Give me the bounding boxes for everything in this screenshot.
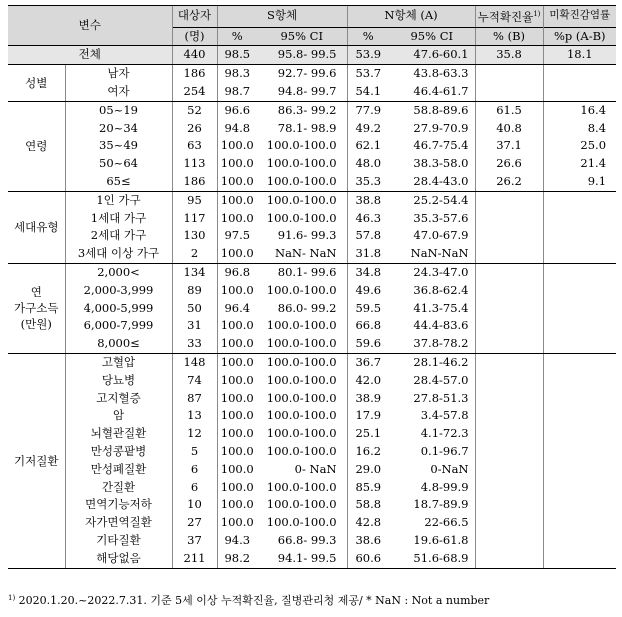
row-n-ci: 28.4-43.0	[389, 173, 475, 191]
header-cum-sub: % (B)	[475, 27, 543, 46]
row-undiag	[543, 353, 616, 371]
row-n-ci: 18.7-89.9	[413, 497, 469, 512]
row-s-pct: 98.2	[217, 550, 257, 568]
row-s-pct: 100.0	[217, 245, 257, 263]
table-row	[8, 550, 616, 568]
row-cum	[475, 461, 543, 479]
row-s-pct: 100.0	[217, 191, 257, 209]
row-n-pct: 31.8	[347, 245, 389, 263]
row-n: 186	[172, 173, 217, 191]
table-row	[8, 300, 616, 318]
row-label: 암	[65, 407, 172, 425]
row-s-ci: 100.0-100.0	[266, 390, 337, 405]
row-n-pct: 38.6	[347, 532, 389, 550]
row-n-pct: 59.6	[347, 335, 389, 353]
row-cum	[475, 227, 543, 245]
total-label: 전체	[8, 46, 172, 65]
row-undiag	[543, 191, 616, 209]
row-n-pct: 59.5	[347, 300, 389, 318]
row-n-pct: 58.8	[347, 496, 389, 514]
table-row	[8, 407, 616, 425]
row-undiag	[543, 263, 616, 281]
row-s-pct: 100.0	[217, 155, 257, 173]
row-cum	[475, 317, 543, 335]
row-n: 95	[172, 191, 217, 209]
row-label: 65≤	[65, 173, 172, 191]
row-label: 05~19	[65, 101, 172, 119]
row-undiag	[543, 532, 616, 550]
row-label: 4,000-5,999	[65, 300, 172, 318]
table-row	[8, 245, 616, 263]
row-n: 27	[172, 514, 217, 532]
row-n-pct: 48.0	[347, 155, 389, 173]
row-label: 1인 가구	[65, 191, 172, 209]
row-n: 6	[172, 479, 217, 497]
row-n-pct: 25.1	[347, 425, 389, 443]
row-cum	[475, 83, 543, 101]
row-s-ci: 100.0-100.0	[266, 408, 337, 423]
row-cum	[475, 335, 543, 353]
row-s-ci: 100.0-100.0	[266, 282, 337, 297]
row-cum	[475, 191, 543, 209]
row-s-pct: 100.0	[217, 173, 257, 191]
row-undiag	[543, 300, 616, 318]
row-cum	[475, 514, 543, 532]
total-undiag: 18.1	[543, 46, 616, 65]
table-row	[8, 425, 616, 443]
row-s-ci: 100.0-100.0	[266, 479, 337, 494]
row-n-pct: 49.2	[347, 120, 389, 138]
header-subjects: 대상자	[172, 6, 217, 28]
row-undiag	[543, 407, 616, 425]
row-n: 89	[172, 282, 217, 300]
row-n-pct: 53.7	[347, 65, 389, 83]
row-n: 31	[172, 317, 217, 335]
row-label: 2,000-3,999	[65, 282, 172, 300]
total-s-pct: 98.5	[217, 46, 257, 65]
row-cum	[475, 65, 543, 83]
row-n-pct: 36.7	[347, 353, 389, 371]
row-n-pct: 60.6	[347, 550, 389, 568]
row-cum: 40.8	[475, 120, 543, 138]
table-row	[8, 461, 616, 479]
row-s-ci: 100.0-100.0	[257, 173, 347, 191]
row-s-ci: 100.0-100.0	[266, 156, 337, 171]
header-n-antibody: N항체 (A)	[347, 6, 475, 28]
row-cum	[475, 425, 543, 443]
row-n: 87	[172, 390, 217, 408]
row-s-pct: 100.0	[217, 353, 257, 371]
row-n-ci: 28.1-46.2	[413, 354, 469, 369]
row-n-ci: 24.3-47.0	[413, 264, 469, 279]
table-row	[8, 353, 616, 371]
row-cum	[475, 479, 543, 497]
row-undiag	[543, 335, 616, 353]
row-cum: 37.1	[475, 137, 543, 155]
row-n-pct: 38.9	[347, 390, 389, 408]
header-s-antibody: S항체	[217, 6, 347, 28]
row-s-ci: 100.0-100.0	[266, 497, 337, 512]
row-cum: 26.2	[475, 173, 543, 191]
row-undiag	[543, 479, 616, 497]
table-row	[8, 227, 616, 245]
row-n-ci: 4.8-99.9	[420, 479, 469, 494]
row-cum: 61.5	[475, 101, 543, 119]
row-undiag	[543, 210, 616, 228]
row-undiag	[543, 461, 616, 479]
row-s-ci: 92.7- 99.6	[277, 66, 337, 81]
row-s-ci: 100.0-100.0	[266, 426, 337, 441]
row-n: 148	[172, 353, 217, 371]
row-n: 6	[172, 461, 217, 479]
row-label: 여자	[65, 83, 172, 101]
row-label: 8,000≤	[65, 335, 172, 353]
row-n-ci: 0.1-96.7	[420, 443, 469, 458]
row-n-pct: 35.3	[347, 173, 389, 191]
table-row	[8, 317, 616, 335]
row-n: 186	[172, 65, 217, 83]
row-cum	[475, 496, 543, 514]
row-s-pct: 97.5	[217, 227, 257, 245]
group-label: 기저질환	[8, 353, 65, 568]
row-s-pct: 100.0	[217, 496, 257, 514]
row-n: 254	[172, 83, 217, 101]
row-s-ci: 100.0-100.0	[266, 192, 337, 207]
table-body	[8, 46, 616, 568]
seroprevalence-table	[8, 5, 616, 569]
row-n: 26	[172, 120, 217, 138]
row-n: 13	[172, 407, 217, 425]
row-n-ci: 36.8-62.4	[413, 282, 469, 297]
header-s-ci: 95% CI	[257, 27, 347, 46]
row-n-pct: 42.0	[347, 372, 389, 390]
row-n-ci: 46.7-75.4	[413, 138, 469, 153]
header-n-pct: %	[347, 27, 389, 46]
row-n-ci: 3.4-57.8	[420, 408, 469, 423]
row-n-ci: 46.4-61.7	[389, 83, 475, 101]
row-n-ci: 0-NaN	[430, 461, 469, 476]
row-cum	[475, 390, 543, 408]
row-s-pct: 100.0	[217, 479, 257, 497]
row-cum	[475, 550, 543, 568]
table-row	[8, 191, 616, 209]
row-cum	[475, 532, 543, 550]
row-label: 해당없음	[65, 550, 172, 568]
row-n: 33	[172, 335, 217, 353]
row-n-ci: 51.6-68.9	[389, 550, 475, 568]
row-s-ci: 80.1- 99.6	[277, 264, 337, 279]
row-n: 50	[172, 300, 217, 318]
table-row	[8, 496, 616, 514]
row-n: 117	[172, 210, 217, 228]
row-s-ci: NaN- NaN	[257, 245, 347, 263]
row-label: 6,000-7,999	[65, 317, 172, 335]
row-label: 1세대 가구	[65, 210, 172, 228]
row-n-ci: NaN-NaN	[389, 245, 475, 263]
total-n-ci: 47.6-60.1	[389, 46, 475, 65]
row-undiag: 8.4	[543, 120, 616, 138]
row-n-ci: 44.4-83.6	[413, 318, 469, 333]
table-row	[8, 514, 616, 532]
row-s-ci: 100.0-100.0	[266, 515, 337, 530]
row-undiag	[543, 425, 616, 443]
row-label: 남자	[65, 65, 172, 83]
row-label: 50~64	[65, 155, 172, 173]
row-n-pct: 85.9	[347, 479, 389, 497]
row-n-ci: 22-66.5	[424, 515, 469, 530]
table-row	[8, 155, 616, 173]
row-cum	[475, 210, 543, 228]
row-n-ci: 27.9-70.9	[413, 120, 469, 135]
row-s-ci: 86.3- 99.2	[277, 102, 337, 117]
row-label: 고지혈증	[65, 390, 172, 408]
row-n-ci: 41.3-75.4	[413, 300, 469, 315]
row-label: 만성폐질환	[65, 461, 172, 479]
row-n-pct: 66.8	[347, 317, 389, 335]
row-s-ci: 100.0-100.0	[266, 443, 337, 458]
row-s-ci: 100.0-100.0	[266, 210, 337, 225]
row-s-pct: 100.0	[217, 282, 257, 300]
row-label: 당뇨병	[65, 372, 172, 390]
row-undiag: 9.1	[543, 173, 616, 191]
row-s-ci: 66.8- 99.3	[277, 532, 337, 547]
row-s-ci: 0- NaN	[294, 461, 337, 476]
row-s-pct: 100.0	[217, 425, 257, 443]
row-n: 10	[172, 496, 217, 514]
row-s-ci: 94.1- 99.5	[257, 550, 347, 568]
row-undiag	[543, 443, 616, 461]
row-s-pct: 98.3	[217, 65, 257, 83]
row-s-pct: 100.0	[217, 137, 257, 155]
total-s-ci: 95.8- 99.5	[257, 46, 347, 65]
total-row	[8, 46, 616, 65]
header-cumulative-rate: 누적확진율$^{1)}$	[475, 6, 543, 28]
row-s-pct: 100.0	[217, 461, 257, 479]
row-n-pct: 54.1	[347, 83, 389, 101]
row-cum	[475, 282, 543, 300]
row-undiag	[543, 227, 616, 245]
header-undiag-sub: %p (A-B)	[543, 27, 616, 46]
total-cum: 35.8	[475, 46, 543, 65]
row-s-pct: 94.3	[217, 532, 257, 550]
row-s-ci: 91.6- 99.3	[277, 228, 337, 243]
header-row-1	[8, 6, 616, 28]
row-s-pct: 100.0	[217, 390, 257, 408]
table-row	[8, 263, 616, 281]
row-undiag	[543, 372, 616, 390]
row-label: 면역기능저하	[65, 496, 172, 514]
header-variable: 변수	[8, 6, 172, 46]
footnote: $^{1)}$ 2020.1.20.~2022.7.31. 기준 5세 이상 누적확진율, 질병관리청 제공/ * NaN : Not a number	[8, 594, 490, 607]
row-n: 52	[172, 101, 217, 119]
row-s-pct: 100.0	[217, 335, 257, 353]
row-undiag	[543, 496, 616, 514]
total-n: 440	[172, 46, 217, 65]
row-s-pct: 96.6	[217, 101, 257, 119]
row-n-pct: 62.1	[347, 137, 389, 155]
row-n-ci: 47.0-67.9	[413, 228, 469, 243]
row-n: 37	[172, 532, 217, 550]
row-label: 2세대 가구	[65, 227, 172, 245]
table-row	[8, 443, 616, 461]
row-undiag	[543, 390, 616, 408]
header-s-pct: %	[217, 27, 257, 46]
total-n-pct: 53.9	[347, 46, 389, 65]
row-cum	[475, 407, 543, 425]
row-undiag	[543, 550, 616, 568]
row-cum	[475, 300, 543, 318]
row-undiag	[543, 65, 616, 83]
row-s-ci: 86.0- 99.2	[277, 300, 337, 315]
row-label: 뇌혈관질환	[65, 425, 172, 443]
row-n-pct: 77.9	[347, 101, 389, 119]
row-undiag: 25.0	[543, 137, 616, 155]
row-s-ci: 94.8- 99.7	[257, 83, 347, 101]
row-undiag	[543, 245, 616, 263]
row-label: 35~49	[65, 137, 172, 155]
row-undiag: 16.4	[543, 101, 616, 119]
row-n-ci: 19.6-61.8	[413, 532, 469, 547]
group-label: 성별	[8, 65, 65, 102]
row-n-ci: 43.8-63.3	[413, 66, 469, 81]
header-n-ci: 95% CI	[389, 27, 475, 46]
row-s-pct: 96.8	[217, 263, 257, 281]
table-row	[8, 137, 616, 155]
row-s-ci: 100.0-100.0	[266, 318, 337, 333]
row-s-pct: 100.0	[217, 443, 257, 461]
row-n-pct: 34.8	[347, 263, 389, 281]
row-n-pct: 57.8	[347, 227, 389, 245]
table-row	[8, 173, 616, 191]
table-row	[8, 390, 616, 408]
row-n-ci: 28.4-57.0	[413, 372, 469, 387]
row-cum	[475, 372, 543, 390]
row-label: 2,000<	[65, 263, 172, 281]
row-undiag: 21.4	[543, 155, 616, 173]
row-label: 자가면역질환	[65, 514, 172, 532]
row-label: 만성콩팥병	[65, 443, 172, 461]
row-label: 3세대 이상 가구	[65, 245, 172, 263]
row-undiag	[543, 83, 616, 101]
row-label: 20~34	[65, 120, 172, 138]
row-cum: 26.6	[475, 155, 543, 173]
group-label: 세대유형	[8, 191, 65, 263]
group-label: 연 가구소득 (만원)	[8, 263, 65, 353]
row-n-pct: 46.3	[347, 210, 389, 228]
row-cum	[475, 443, 543, 461]
row-n-pct: 42.8	[347, 514, 389, 532]
row-s-ci: 100.0-100.0	[257, 335, 347, 353]
row-n-pct: 17.9	[347, 407, 389, 425]
row-n: 63	[172, 137, 217, 155]
row-n: 130	[172, 227, 217, 245]
row-s-pct: 94.8	[217, 120, 257, 138]
table-row	[8, 532, 616, 550]
table-row	[8, 83, 616, 101]
row-s-pct: 100.0	[217, 407, 257, 425]
row-label: 기타질환	[65, 532, 172, 550]
row-undiag	[543, 514, 616, 532]
row-label: 간질환	[65, 479, 172, 497]
table-row	[8, 101, 616, 119]
row-n-ci: 37.8-78.2	[389, 335, 475, 353]
row-cum	[475, 353, 543, 371]
header-undiagnosed-rate: 미확진감염률	[543, 6, 616, 28]
table-row	[8, 335, 616, 353]
row-n-ci: 27.8-51.3	[413, 390, 469, 405]
row-n-ci: 35.3-57.6	[413, 210, 469, 225]
row-n: 2	[172, 245, 217, 263]
row-n: 134	[172, 263, 217, 281]
table-row	[8, 282, 616, 300]
header-subjects-unit: (명)	[172, 27, 217, 46]
group-label: 연령	[8, 101, 65, 191]
row-s-pct: 100.0	[217, 372, 257, 390]
row-n: 113	[172, 155, 217, 173]
row-n-pct: 49.6	[347, 282, 389, 300]
row-undiag	[543, 317, 616, 335]
row-s-pct: 96.4	[217, 300, 257, 318]
table-row	[8, 479, 616, 497]
table-row	[8, 65, 616, 83]
row-s-pct: 100.0	[217, 210, 257, 228]
row-n-pct: 29.0	[347, 461, 389, 479]
row-n-ci: 4.1-72.3	[420, 426, 469, 441]
row-n: 5	[172, 443, 217, 461]
table-row	[8, 120, 616, 138]
row-undiag	[543, 282, 616, 300]
row-n: 74	[172, 372, 217, 390]
row-n-ci: 38.3-58.0	[413, 156, 469, 171]
row-n-ci: 58.8-89.6	[413, 102, 469, 117]
row-n-pct: 16.2	[347, 443, 389, 461]
row-n-ci: 25.2-54.4	[413, 192, 469, 207]
row-s-pct: 100.0	[217, 317, 257, 335]
row-cum	[475, 245, 543, 263]
table-row	[8, 372, 616, 390]
row-s-ci: 100.0-100.0	[266, 372, 337, 387]
table-row	[8, 210, 616, 228]
row-n: 211	[172, 550, 217, 568]
row-s-ci: 100.0-100.0	[266, 138, 337, 153]
row-s-pct: 100.0	[217, 514, 257, 532]
row-cum	[475, 263, 543, 281]
row-s-pct: 98.7	[217, 83, 257, 101]
row-n: 12	[172, 425, 217, 443]
row-label: 고혈압	[65, 353, 172, 371]
row-n-pct: 38.8	[347, 191, 389, 209]
row-s-ci: 78.1- 98.9	[277, 120, 337, 135]
row-s-ci: 100.0-100.0	[266, 354, 337, 369]
